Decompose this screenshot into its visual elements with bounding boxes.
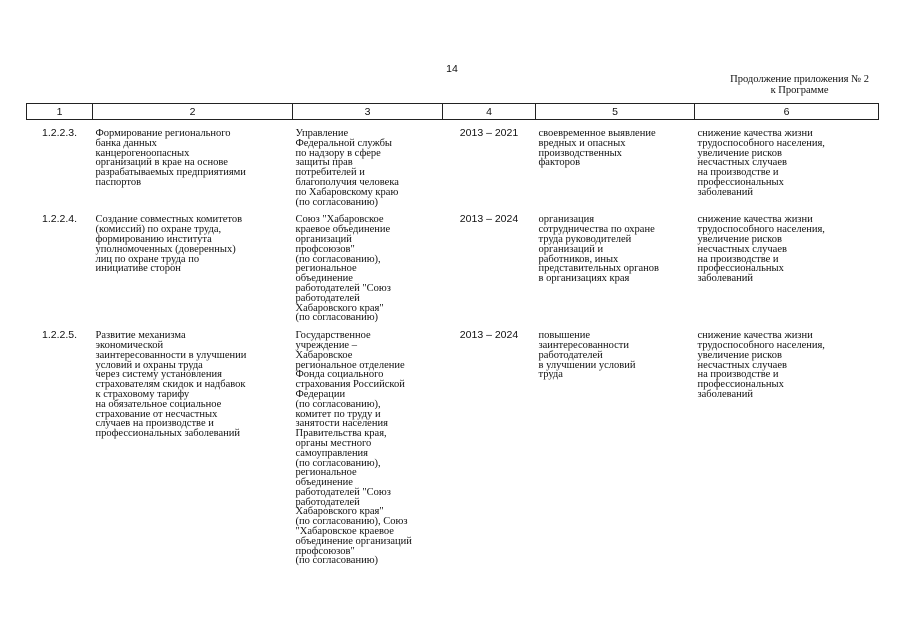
- result-cell: организация сотрудничества по охране труда руководителей организаций и работников, иных представительных органов в организациях края: [538, 214, 659, 285]
- row-number-cell: 1.2.2.3.: [41, 127, 78, 139]
- years-cell: 2013 – 2024: [459, 213, 519, 226]
- years-cell: 2013 – 2021: [459, 127, 519, 139]
- table-header-row: [27, 104, 879, 120]
- page-number: 14: [446, 63, 458, 75]
- column-header-1: 1: [27, 104, 93, 120]
- measure-cell: Развитие механизма экономической заинтересованности в улучшении условий и охраны труда через систему установления страхователям скидок и надбавок к страховому тарифу на обязательное социальное страхование от несчастных случаев на производстве и профессиональных заболеваний: [95, 330, 247, 440]
- column-header-4: 4: [443, 104, 536, 120]
- program-measures-table: [26, 103, 879, 566]
- years-cell: 2013 – 2024: [459, 329, 519, 342]
- row-number-cell: 1.2.2.4.: [41, 213, 78, 226]
- appendix-caption-line2: к Программе: [770, 85, 829, 96]
- measure-cell: Формирование регионального банка данных канцерогеноопасных организаций в крае на основе разрабатываемых предприятиями паспортов: [95, 128, 246, 188]
- column-header-6: 6: [695, 104, 879, 120]
- executor-cell: Государственное учреждение – Хабаровское региональное отделение Фонда социального страхования Российской Федерации (по согласованию), комитет по труду и занятости населения Правительства края, органы местного самоуправления (по согласованию), региональное объединение работодателей "Союз работодателей Хабаровского края" (по согласованию), Союз "Хабаровское краевое объединение организаций профсоюзов" (по согласованию): [295, 330, 412, 567]
- table-row: [27, 120, 879, 208]
- result-cell: своевременное выявление вредных и опасных производственных факторов: [538, 128, 656, 169]
- consequences-cell: снижение качества жизни трудоспособного населения, увеличение рисков несчастных случаев на производстве и профессиональных заболеваний: [697, 128, 825, 198]
- column-header-5: 5: [536, 104, 695, 120]
- consequences-cell: снижение качества жизни трудоспособного населения, увеличение рисков несчастных случаев на производстве и профессиональных заболеваний: [697, 330, 825, 400]
- column-header-3: 3: [293, 104, 443, 120]
- executor-cell: Союз "Хабаровское краевое объединение организаций профсоюзов" (по согласованию), региональное объединение работодателей "Союз работодателей Хабаровского края" (по согласованию): [295, 214, 391, 324]
- column-header-2: 2: [93, 104, 293, 120]
- result-cell: повышение заинтересованности работодателей в улучшении условий труда: [538, 330, 636, 381]
- executor-cell: Управление Федеральной службы по надзору в сфере защиты прав потребителей и благополучия человека по Хабаровскому краю (по согласованию): [295, 128, 399, 208]
- measure-cell: Создание совместных комитетов (комиссий) по охране труда, формированию института уполномоченных (доверенных) лиц по охране труда по инициативе сторон: [95, 214, 243, 275]
- table-row: [27, 207, 879, 323]
- row-number-cell: 1.2.2.5.: [41, 329, 78, 342]
- appendix-caption: [730, 74, 869, 96]
- consequences-cell: снижение качества жизни трудоспособного населения, увеличение рисков несчастных случаев на производстве и профессиональных заболеваний: [697, 214, 825, 285]
- table-row: [27, 323, 879, 566]
- appendix-caption-line1: Продолжение приложения № 2: [730, 74, 869, 85]
